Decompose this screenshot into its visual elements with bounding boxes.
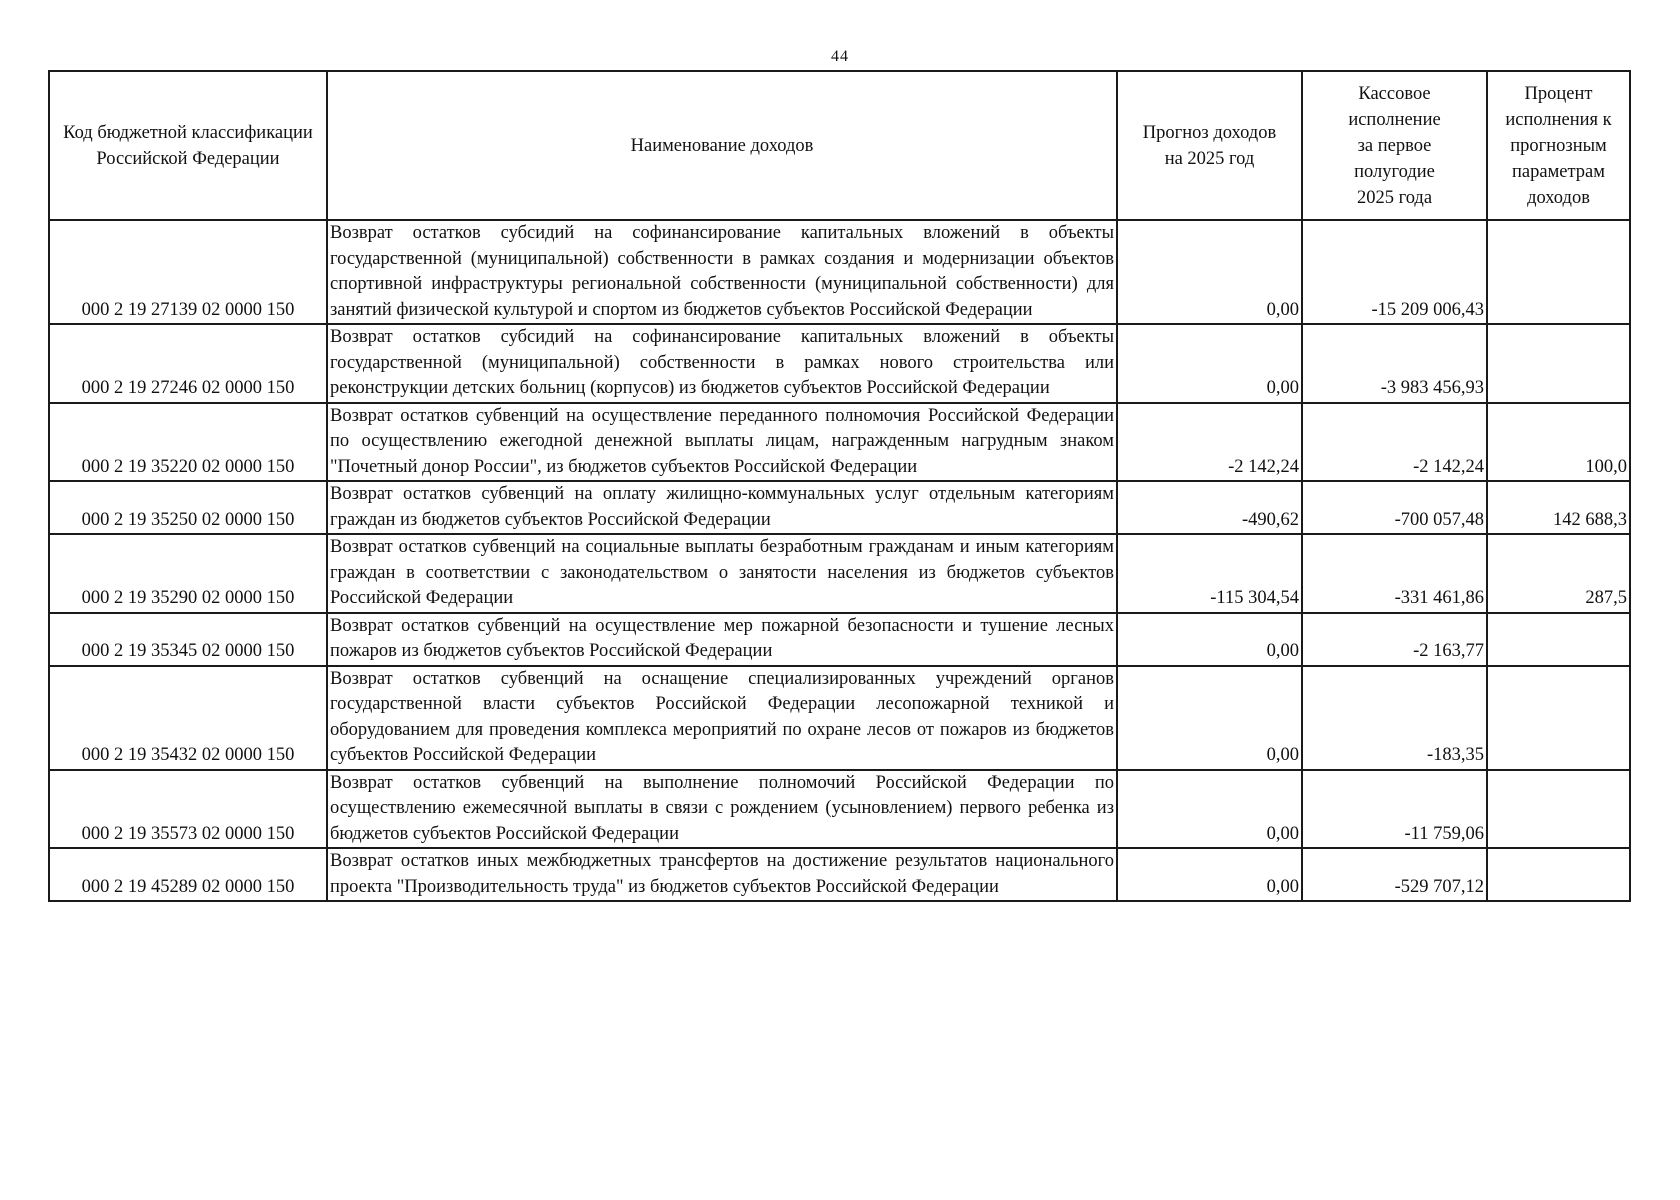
row-forecast: 0,00 [1117,666,1302,770]
row-percent [1487,666,1630,770]
row-forecast: 0,00 [1117,324,1302,403]
row-percent: 287,5 [1487,534,1630,613]
row-execution: -331 461,86 [1302,534,1487,613]
row-name: Возврат остатков субвенций на оснащение специализированных учреждений органов государственной власти субъектов Российской Федерации лесопожарной техникой и оборудованием для проведения комплекса мероприятий по охране лесов от пожаров из бюджетов субъектов Российской Федерации [327,666,1117,770]
table-row [49,666,1630,770]
row-name: Возврат остатков субвенций на осуществление переданного полномочия Российской Федерации по осуществлению ежегодной денежной выплаты лицам, награжденным нагрудным знаком "Почетный донор России", из бюджетов субъектов Российской Федерации [327,403,1117,482]
header-execution: Кассовое исполнение за первое полугодие 2025 года [1302,71,1487,220]
row-percent [1487,220,1630,324]
row-execution: -2 163,77 [1302,613,1487,666]
row-name: Возврат остатков субсидий на софинансирование капитальных вложений в объекты государственной (муниципальной) собственности в рамках создания и модернизации объектов спортивной инфраструктуры региональной собственности (муниципальной собственности) для занятий физической культурой и спортом из бюджетов субъектов Российской Федерации [327,220,1117,324]
row-name: Возврат остатков субвенций на социальные выплаты безработным гражданам и иным категориям граждан в соответствии с законодательством о занятости населения из бюджетов субъектов Российской Федерации [327,534,1117,613]
row-name: Возврат остатков субвенций на выполнение полномочий Российской Федерации по осуществлению ежемесячной выплаты в связи с рождением (усыновлением) первого ребенка из бюджетов субъектов Российской Федерации [327,770,1117,849]
row-percent [1487,848,1630,901]
table-row [49,534,1630,613]
row-execution: -15 209 006,43 [1302,220,1487,324]
table-header [49,71,1630,220]
row-execution: -529 707,12 [1302,848,1487,901]
header-row [49,71,1630,220]
page-number: 44 [831,48,849,65]
row-forecast: 0,00 [1117,220,1302,324]
row-code: 000 2 19 35345 02 0000 150 [49,613,327,666]
table-row [49,613,1630,666]
row-execution: -11 759,06 [1302,770,1487,849]
row-forecast: 0,00 [1117,848,1302,901]
row-code: 000 2 19 35573 02 0000 150 [49,770,327,849]
row-execution: -700 057,48 [1302,481,1487,534]
row-forecast: -115 304,54 [1117,534,1302,613]
row-percent [1487,770,1630,849]
row-code: 000 2 19 35220 02 0000 150 [49,403,327,482]
row-percent: 100,0 [1487,403,1630,482]
row-execution: -2 142,24 [1302,403,1487,482]
row-percent [1487,324,1630,403]
row-forecast: 0,00 [1117,770,1302,849]
table-row [49,324,1630,403]
row-execution: -3 983 456,93 [1302,324,1487,403]
row-name: Возврат остатков субвенций на оплату жилищно-коммунальных услуг отдельным категориям граждан из бюджетов субъектов Российской Федерации [327,481,1117,534]
income-table [48,70,1631,902]
row-code: 000 2 19 35250 02 0000 150 [49,481,327,534]
row-code: 000 2 19 27139 02 0000 150 [49,220,327,324]
table-body [49,220,1630,901]
header-name: Наименование доходов [327,71,1117,220]
row-name: Возврат остатков иных межбюджетных трансфертов на достижение результатов национального проекта "Производительность труда" из бюджетов субъектов Российской Федерации [327,848,1117,901]
header-forecast: Прогноз доходов на 2025 год [1117,71,1302,220]
row-name: Возврат остатков субсидий на софинансирование капитальных вложений в объекты государственной (муниципальной) собственности в рамках нового строительства или реконструкции детских больниц (корпусов) из бюджетов субъектов Российской Федерации [327,324,1117,403]
table-row [49,220,1630,324]
row-forecast: -490,62 [1117,481,1302,534]
row-forecast: -2 142,24 [1117,403,1302,482]
row-name: Возврат остатков субвенций на осуществление мер пожарной безопасности и тушение лесных пожаров из бюджетов субъектов Российской Федерации [327,613,1117,666]
header-code: Код бюджетной классификации Российской Федерации [49,71,327,220]
row-percent [1487,613,1630,666]
row-code: 000 2 19 35290 02 0000 150 [49,534,327,613]
row-code: 000 2 19 27246 02 0000 150 [49,324,327,403]
row-code: 000 2 19 45289 02 0000 150 [49,848,327,901]
row-forecast: 0,00 [1117,613,1302,666]
header-percent: Процент исполнения к прогнозным параметрам доходов [1487,71,1630,220]
row-code: 000 2 19 35432 02 0000 150 [49,666,327,770]
table-row [49,848,1630,901]
table-row [49,770,1630,849]
table-row [49,403,1630,482]
row-execution: -183,35 [1302,666,1487,770]
row-percent: 142 688,3 [1487,481,1630,534]
table-row [49,481,1630,534]
